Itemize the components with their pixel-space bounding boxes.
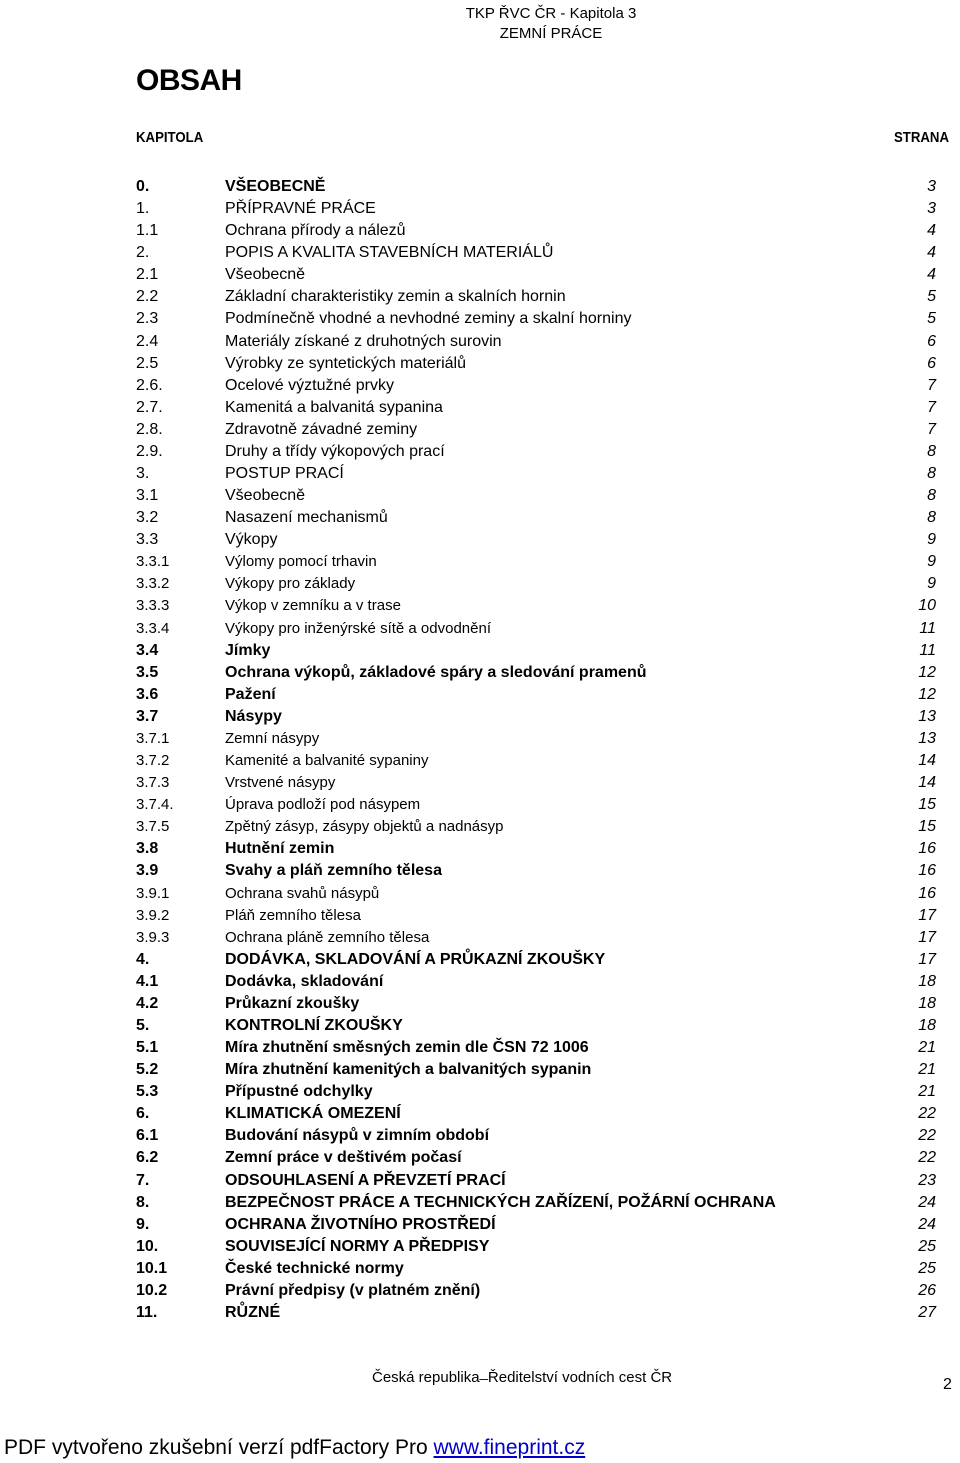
toc-entry-number: 7. — [136, 1171, 150, 1189]
toc-entry-number: 3.9.1 — [136, 884, 170, 902]
toc-entry-page: 18 — [918, 972, 936, 990]
toc-entry[interactable] — [0, 485, 960, 507]
toc-entry-title: Kamenitá a balvanitá sypanina — [225, 398, 443, 416]
toc-entry-page: 17 — [918, 950, 936, 968]
toc-entry-number: 2.8. — [136, 420, 163, 438]
toc-entry-title: Hutnění zemin — [225, 840, 335, 858]
table-of-contents — [0, 176, 960, 1324]
toc-entry-title: Zemní násypy — [225, 729, 320, 747]
toc-entry-page: 6 — [927, 354, 936, 372]
toc-entry-title: Pažení — [225, 685, 276, 703]
toc-entry-number: 11. — [136, 1303, 158, 1321]
toc-entry[interactable] — [0, 331, 960, 353]
toc-entry-page: 5 — [927, 310, 936, 328]
toc-entry-page: 7 — [927, 420, 936, 438]
toc-entry-page: 22 — [918, 1127, 936, 1145]
toc-entry[interactable] — [0, 706, 960, 728]
toc-entry-page: 3 — [927, 178, 936, 195]
toc-entry[interactable] — [0, 750, 960, 772]
toc-entry[interactable] — [0, 816, 960, 838]
toc-entry[interactable] — [0, 1170, 960, 1192]
toc-entry[interactable] — [0, 397, 960, 419]
toc-entry-title: Základní charakteristiky zemin a skalních hornin — [225, 288, 566, 306]
toc-entry[interactable] — [0, 573, 960, 595]
toc-entry-number: 3.3.3 — [136, 597, 170, 615]
toc-entry[interactable] — [0, 927, 960, 949]
toc-entry-page: 4 — [927, 266, 936, 284]
toc-entry-page: 26 — [918, 1281, 936, 1299]
toc-entry-number: 5.1 — [136, 1039, 159, 1057]
toc-entry-number: 4. — [136, 950, 150, 968]
toc-entry[interactable] — [0, 242, 960, 264]
toc-entry-title: Výkopy pro základy — [225, 575, 356, 593]
toc-entry-page: 7 — [927, 376, 936, 394]
toc-entry-number: 10.2 — [136, 1281, 168, 1299]
toc-entry[interactable] — [0, 772, 960, 794]
toc-entry[interactable] — [0, 1214, 960, 1236]
toc-entry-page: 18 — [918, 1016, 936, 1034]
toc-entry-page: 16 — [918, 840, 936, 858]
toc-entry[interactable] — [0, 640, 960, 662]
toc-entry-title: Kamenité a balvanité sypaniny — [225, 752, 429, 770]
toc-entry-page: 4 — [927, 244, 936, 262]
toc-entry-page: 16 — [918, 884, 936, 902]
footer-page-number: 2 — [943, 1376, 952, 1393]
toc-entry-title: Zdravotně závadné zeminy — [225, 420, 418, 438]
pdf-creator-note — [4, 1436, 585, 1460]
toc-entry-page: 23 — [918, 1171, 936, 1189]
toc-entry-number: 3.7.4. — [136, 796, 174, 814]
toc-entry-page: 4 — [927, 222, 936, 240]
toc-entry-number: 2.5 — [136, 354, 159, 372]
toc-entry-page: 8 — [927, 442, 936, 460]
toc-entry-number: 2.9. — [136, 442, 163, 460]
toc-entry-title: BEZPEČNOST PRÁCE A TECHNICKÝCH ZAŘÍZENÍ, POŽÁRNÍ OCHRANA — [225, 1193, 776, 1211]
toc-entry-title: Jímky — [225, 641, 271, 659]
toc-entry-number: 2. — [136, 244, 150, 262]
toc-entry-title: KLIMATICKÁ OMEZENÍ — [225, 1105, 401, 1123]
toc-entry[interactable] — [0, 618, 960, 640]
fineprint-link[interactable]: www.fineprint.cz — [433, 1436, 586, 1459]
toc-entry[interactable] — [0, 595, 960, 617]
toc-entry-page: 9 — [927, 575, 936, 593]
toc-entry-number: 3.7 — [136, 707, 159, 725]
toc-entry-number: 3.7.3 — [136, 774, 170, 792]
toc-entry-number: 3.7.5 — [136, 818, 170, 836]
toc-entry[interactable] — [0, 198, 960, 220]
toc-entry-title: Ocelové výztužné prvky — [225, 376, 394, 394]
toc-entry-page: 22 — [918, 1105, 936, 1123]
toc-entry-title: Všeobecně — [225, 266, 306, 284]
toc-entry-title: OCHRANA ŽIVOTNÍHO PROSTŘEDÍ — [225, 1215, 496, 1233]
toc-entry-title: Výkop v zemníku a v trase — [225, 597, 401, 615]
toc-entry[interactable] — [0, 463, 960, 485]
toc-entry[interactable] — [0, 1192, 960, 1214]
toc-entry-number: 0. — [136, 178, 150, 195]
toc-entry-page: 11 — [919, 641, 936, 659]
toc-entry[interactable] — [0, 883, 960, 905]
toc-entry[interactable] — [0, 993, 960, 1015]
toc-entry-number: 5.3 — [136, 1083, 159, 1101]
toc-entry-number: 3.3.1 — [136, 553, 170, 571]
toc-entry[interactable] — [0, 176, 960, 198]
toc-entry-page: 25 — [918, 1237, 936, 1255]
toc-entry[interactable] — [0, 860, 960, 882]
toc-entry-title: POSTUP PRACÍ — [225, 465, 344, 483]
toc-entry-title: Výkopy pro inženýrské sítě a odvodnění — [225, 619, 491, 637]
toc-entry-number: 10.1 — [136, 1259, 168, 1277]
header-line-2: ZEMNÍ PRÁCE — [499, 25, 603, 42]
toc-entry-number: 2.7. — [136, 398, 163, 416]
toc-entry-page: 15 — [918, 818, 936, 836]
toc-entry-number: 4.2 — [136, 994, 159, 1012]
toc-entry-page: 9 — [927, 531, 936, 549]
toc-entry-number: 3.3.4 — [136, 619, 170, 637]
toc-entry[interactable] — [0, 286, 960, 308]
toc-entry-title: DODÁVKA, SKLADOVÁNÍ A PRŮKAZNÍ ZKOUŠKY — [225, 950, 606, 968]
toc-entry-title: Zemní práce v deštivém počasí — [225, 1149, 462, 1167]
toc-entry-page: 24 — [918, 1193, 936, 1211]
toc-entry[interactable] — [0, 1081, 960, 1103]
toc-entry[interactable] — [0, 1147, 960, 1169]
toc-entry-page: 17 — [918, 906, 936, 924]
toc-entry-title: Ochrana svahů násypů — [225, 884, 380, 902]
toc-entry[interactable] — [0, 971, 960, 993]
toc-entry-title: ODSOUHLASENÍ A PŘEVZETÍ PRACÍ — [225, 1171, 506, 1189]
toc-entry[interactable] — [0, 551, 960, 573]
toc-entry-page: 8 — [927, 465, 936, 483]
toc-entry-page: 7 — [927, 398, 936, 416]
toc-entry-number: 3.6 — [136, 685, 159, 703]
toc-entry-page: 8 — [927, 487, 936, 505]
toc-entry-page: 5 — [927, 288, 936, 306]
toc-entry-title: Ochrana pláně zemního tělesa — [225, 928, 430, 946]
toc-entry-title: Dodávka, skladování — [225, 972, 384, 990]
toc-entry-number: 6. — [136, 1105, 150, 1123]
toc-entry-title: POPIS A KVALITA STAVEBNÍCH MATERIÁLŮ — [225, 244, 554, 262]
toc-entry-number: 2.1 — [136, 266, 159, 284]
toc-entry-title: Výlomy pomocí trhavin — [225, 553, 377, 571]
toc-entry[interactable] — [0, 308, 960, 330]
toc-entry[interactable] — [0, 794, 960, 816]
toc-entry-title: Nasazení mechanismů — [225, 509, 388, 527]
toc-entry-title: Zpětný zásyp, zásypy objektů a nadnásyp — [225, 818, 504, 836]
page-header — [451, 4, 651, 44]
toc-entry-number: 2.2 — [136, 288, 159, 306]
toc-entry-number: 6.1 — [136, 1127, 159, 1145]
toc-entry-number: 3.8 — [136, 840, 159, 858]
toc-entry-number: 1.1 — [136, 222, 159, 240]
header-line-1: TKP ŘVC ČR - Kapitola 3 — [465, 5, 637, 22]
toc-entry[interactable] — [0, 905, 960, 927]
toc-entry-page: 14 — [918, 752, 936, 770]
toc-entry-title: Budování násypů v zimním období — [225, 1127, 490, 1145]
toc-entry-page: 21 — [918, 1061, 936, 1079]
toc-entry[interactable] — [0, 529, 960, 551]
toc-entry-page: 21 — [918, 1083, 936, 1101]
toc-entry-number: 6.2 — [136, 1149, 159, 1167]
toc-entry-number: 3.5 — [136, 663, 159, 681]
toc-entry-title: Svahy a pláň zemního tělesa — [225, 862, 442, 880]
toc-entry-title: Druhy a třídy výkopových prací — [225, 442, 445, 460]
toc-entry-page: 14 — [918, 774, 936, 792]
toc-entry-page: 22 — [918, 1149, 936, 1167]
column-header-page: STRANA — [894, 129, 949, 146]
toc-entry-number: 9. — [136, 1215, 150, 1233]
toc-entry-title: Přípustné odchylky — [225, 1083, 373, 1101]
toc-entry-number: 3.7.2 — [136, 752, 170, 770]
toc-entry-number: 5. — [136, 1016, 150, 1034]
toc-entry-page: 3 — [927, 200, 936, 218]
page-title: OBSAH — [136, 64, 242, 97]
toc-entry-number: 5.2 — [136, 1061, 159, 1079]
toc-entry[interactable] — [0, 1103, 960, 1125]
toc-entry-title: Výkopy — [225, 531, 278, 549]
toc-entry-title: Míra zhutnění kamenitých a balvanitých sypanin — [225, 1061, 592, 1079]
toc-entry[interactable] — [0, 838, 960, 860]
toc-entry-title: Ochrana výkopů, základové spáry a sledování pramenů — [225, 663, 647, 681]
toc-entry-number: 3. — [136, 465, 150, 483]
toc-entry-number: 3.4 — [136, 641, 159, 659]
toc-entry-number: 3.2 — [136, 509, 159, 527]
toc-entry-title: České technické normy — [225, 1259, 404, 1277]
toc-entry-number: 1. — [136, 200, 150, 218]
toc-entry-title: Násypy — [225, 707, 282, 725]
toc-entry-page: 16 — [918, 862, 936, 880]
toc-entry-title: Výrobky ze syntetických materiálů — [225, 354, 466, 372]
toc-entry-page: 12 — [918, 663, 936, 681]
toc-entry-page: 25 — [918, 1259, 936, 1277]
toc-entry[interactable] — [0, 264, 960, 286]
toc-entry-page: 21 — [918, 1039, 936, 1057]
toc-entry-page: 17 — [918, 928, 936, 946]
toc-entry-title: Všeobecně — [225, 487, 306, 505]
toc-entry-page: 13 — [918, 707, 936, 725]
toc-entry[interactable] — [0, 375, 960, 397]
toc-entry-number: 8. — [136, 1193, 150, 1211]
toc-entry[interactable] — [0, 441, 960, 463]
toc-entry-page: 18 — [918, 994, 936, 1012]
toc-entry[interactable] — [0, 1280, 960, 1302]
toc-entry-number: 2.4 — [136, 332, 159, 350]
toc-entry[interactable] — [0, 419, 960, 441]
toc-entry-page: 12 — [918, 685, 936, 703]
toc-entry[interactable] — [0, 1125, 960, 1147]
toc-entry-title: RŮZNÉ — [225, 1303, 281, 1321]
toc-entry-page: 13 — [918, 729, 936, 747]
toc-entry-title: Právní předpisy (v platném znění) — [225, 1281, 481, 1299]
toc-entry[interactable] — [0, 220, 960, 242]
toc-entry-page: 15 — [918, 796, 936, 814]
toc-entry-title: Průkazní zkoušky — [225, 994, 360, 1012]
toc-entry-number: 3.9 — [136, 862, 159, 880]
toc-entry-page: 9 — [927, 553, 936, 571]
toc-entry[interactable] — [0, 353, 960, 375]
footer-text: Česká republika ̶ Ředitelství vodních cest ČR — [372, 1369, 673, 1386]
toc-entry[interactable] — [0, 662, 960, 684]
toc-entry-number: 3.1 — [136, 487, 159, 505]
toc-entry-title: Materiály získané z druhotných surovin — [225, 332, 502, 350]
toc-entry-page: 10 — [918, 597, 936, 615]
toc-entry[interactable] — [0, 507, 960, 529]
toc-entry-title: KONTROLNÍ ZKOUŠKY — [225, 1016, 403, 1034]
toc-entry-title: SOUVISEJÍCÍ NORMY A PŘEDPISY — [225, 1237, 490, 1255]
pdf-note-text: PDF vytvořeno zkušební verzí pdfFactory Pro — [4, 1436, 434, 1459]
toc-entry-title: PŘÍPRAVNÉ PRÁCE — [225, 200, 376, 218]
toc-entry-title: Pláň zemního tělesa — [225, 906, 361, 924]
toc-entry-title: Vrstvené násypy — [225, 774, 336, 792]
toc-entry[interactable] — [0, 1258, 960, 1280]
toc-entry-page: 8 — [927, 509, 936, 527]
toc-entry-page: 24 — [918, 1215, 936, 1233]
toc-entry-title: Podmínečně vhodné a nevhodné zeminy a skalní horniny — [225, 310, 632, 328]
toc-entry[interactable] — [0, 1302, 960, 1324]
toc-entry-page: 6 — [927, 332, 936, 350]
toc-entry[interactable] — [0, 728, 960, 750]
toc-entry-number: 4.1 — [136, 972, 159, 990]
toc-entry[interactable] — [0, 1236, 960, 1258]
toc-entry-title: Ochrana přírody a nálezů — [225, 222, 406, 240]
column-header-chapter: KAPITOLA — [136, 129, 204, 146]
toc-entry-number: 2.6. — [136, 376, 163, 394]
toc-entry-number: 2.3 — [136, 310, 159, 328]
toc-entry[interactable] — [0, 1059, 960, 1081]
toc-entry-number: 3.7.1 — [136, 729, 170, 747]
toc-entry-number: 3.3.2 — [136, 575, 170, 593]
toc-entry-title: Míra zhutnění směsných zemin dle ČSN 72 1006 — [225, 1039, 589, 1057]
toc-entry-number: 3.9.3 — [136, 928, 170, 946]
toc-entry-number: 3.9.2 — [136, 906, 170, 924]
toc-entry-title: Úprava podloží pod násypem — [225, 796, 421, 814]
toc-entry[interactable] — [0, 1015, 960, 1037]
toc-entry[interactable] — [0, 1037, 960, 1059]
toc-entry-number: 10. — [136, 1237, 159, 1255]
toc-entry-title: VŠEOBECNĚ — [225, 178, 326, 195]
toc-entry[interactable] — [0, 949, 960, 971]
toc-entry-page: 11 — [919, 619, 936, 637]
toc-entry-number: 3.3 — [136, 531, 159, 549]
toc-entry-page: 27 — [918, 1303, 936, 1321]
toc-entry[interactable] — [0, 684, 960, 706]
